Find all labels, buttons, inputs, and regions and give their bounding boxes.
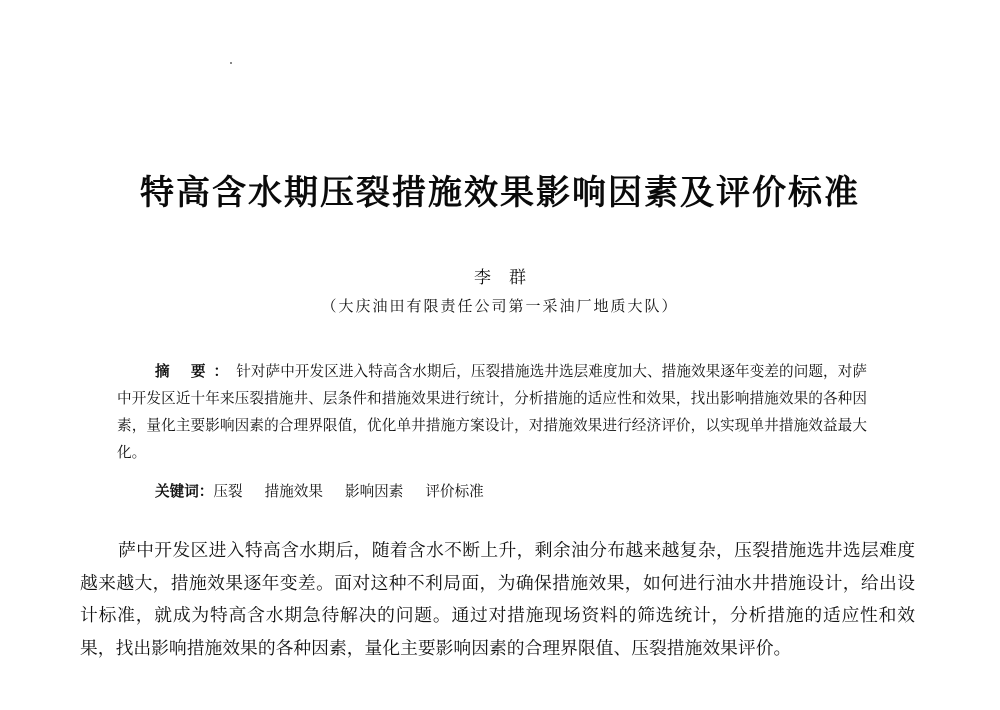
scan-speck bbox=[230, 62, 232, 64]
keyword-item: 评价标准 bbox=[425, 483, 484, 500]
keywords bbox=[155, 478, 506, 505]
abstract bbox=[117, 358, 867, 466]
abstract-label: 摘 要： bbox=[155, 363, 237, 380]
body-paragraph: 萨中开发区进入特高含水期后，随着含水不断上升，剩余油分布越来越复杂，压裂措施选井选层难度越来越大，措施效果逐年变差。面对这种不利局面，为确保措施效果，如何进行油水井措施设计，给出设计标准，就成为特高含水期急待解决的问题。通过对措施现场资料的筛选统计，分析措施的适应性和效果，找出影响措施效果的各种因素，量化主要影响因素的合理界限值、压裂措施效果评价。 bbox=[80, 540, 915, 659]
author-affiliation: （大庆油田有限责任公司第一采油厂地质大队） bbox=[321, 297, 679, 315]
author-name: 李群 bbox=[474, 268, 544, 288]
abstract-text: 针对萨中开发区进入特高含水期后，压裂措施选井选层难度加大、措施效果逐年变差的问题，对萨中开发区近十年来压裂措施井、层条件和措施效果进行统计，分析措施的适应性和效果，找出影响措施效果的各种因素，量化主要影响因素的合理界限值，优化单井措施方案设计，对措施效果进行经济评价，以实现单井措施效益最大化。 bbox=[117, 363, 867, 461]
keyword-item: 措施效果 bbox=[264, 483, 323, 500]
keyword-item: 影响因素 bbox=[344, 483, 404, 500]
keywords-label: 关键词： bbox=[155, 483, 214, 500]
keyword-item: 压裂 bbox=[213, 483, 243, 500]
paper-title: 特高含水期压裂措施效果影响因素及评价标准 bbox=[140, 173, 860, 213]
